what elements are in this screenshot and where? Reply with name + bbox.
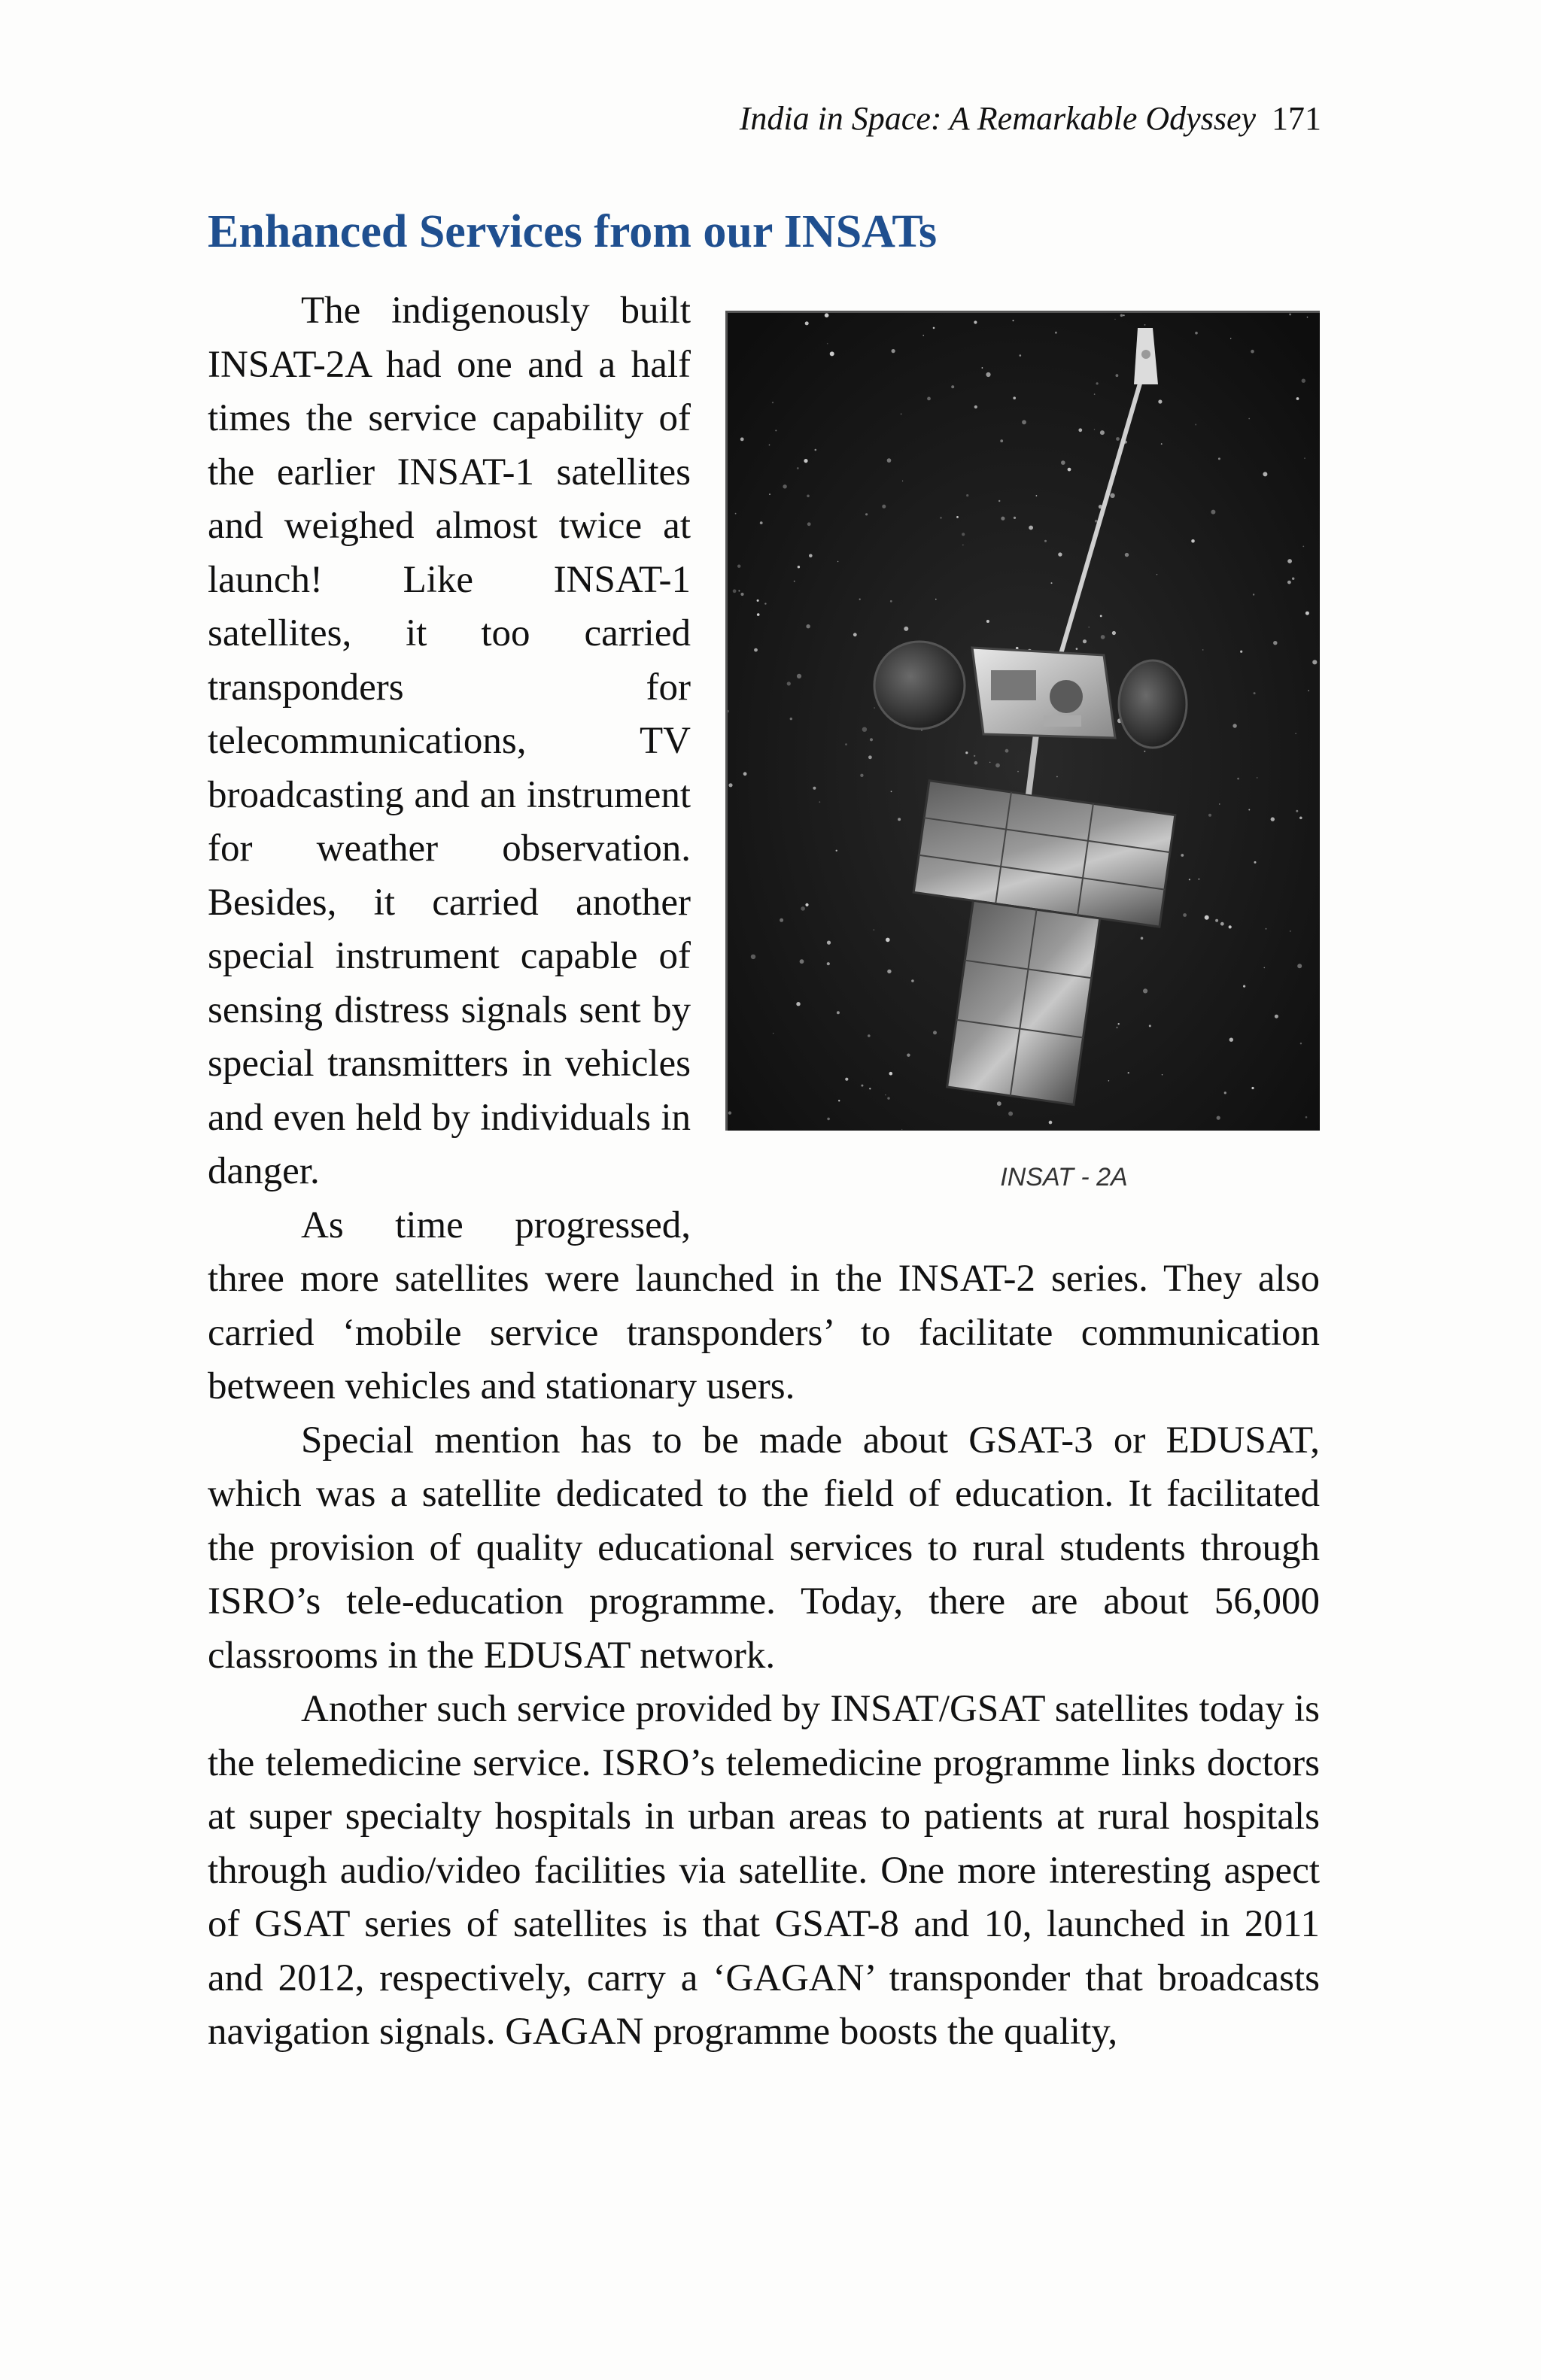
paragraph-1: The indigenously built INSAT-2A had one and a half times the service capability of the earlier INSAT-1 satellites and weighed almost twice at launch! Like INSAT-1 satellites, it too carried transponders for telecommunications, TV broadcasting and an instrument for weather observation. Besides, it carried another special instrument capable of sensing distress signals sent by special transmitters in vehicles and even held by individuals in danger. bbox=[208, 290, 691, 1192]
running-header bbox=[740, 96, 1321, 141]
paragraph-3: Special mention has to be made about GSAT-3 or EDUSAT, which was a satellite dedicated to the field of education. It facilitated the provision of quality educational services to rural students through ISRO’s tele-education programme. Today, there are about 56,000 classrooms in the EDUSAT network. bbox=[208, 1419, 1320, 1677]
body-text bbox=[208, 284, 1320, 2060]
figure bbox=[725, 311, 1320, 1212]
paragraph-4: Another such service provided by INSAT/GSAT satellites today is the telemedicine service. ISRO’s telemedicine programme links doctors at super specialty hospitals in urban areas to patients at rural hospitals through audio/video facilities via satellite. One more interesting aspect of GSAT series of satellites is that GSAT-8 and 10, launched in 2011 and 2012, respectively, carry a ‘GAGAN’ transponder that broadcasts navigation signals. GAGAN programme boosts the quality, bbox=[208, 1688, 1320, 2053]
paragraph-2: As time progressed, three more satellites were launched in the INSAT-2 series. They also carried ‘mobile service transponders’ to facilitate communication between vehicles and stationary users. bbox=[208, 1204, 1320, 1407]
page-number: 171 bbox=[1272, 100, 1321, 137]
figure-caption: INSAT - 2A bbox=[1000, 1163, 1128, 1192]
satellite-photo bbox=[725, 311, 1320, 1131]
section-title: Enhanced Services from our INSATs bbox=[208, 206, 938, 257]
book-title: India in Space: A Remarkable Odyssey bbox=[739, 100, 1256, 137]
